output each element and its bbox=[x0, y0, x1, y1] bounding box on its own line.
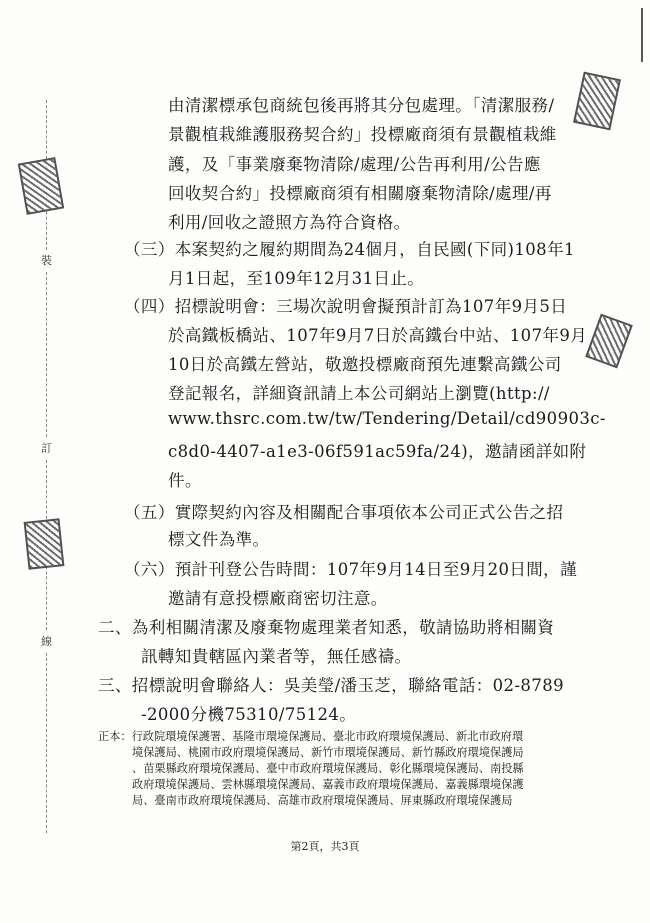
body-line: 景觀植栽維護服務契合約」投標廠商須有景觀植栽維 bbox=[168, 125, 557, 144]
cc-recipients-line: 政府環境保護局、雲林縣環境保護局、嘉義市政府環境保護局、嘉義縣環境保護 bbox=[132, 778, 524, 791]
body-line: 由清潔標承包商統包後再將其分包處理。「清潔服務/ bbox=[168, 96, 555, 115]
seal-stamp-left-upper bbox=[18, 157, 64, 215]
cc-recipients-line: 、苗栗縣政府環境保護局、臺中市政府環境保護局、彰化縣環境保護局、南投縣 bbox=[132, 762, 524, 775]
url-line: c8d0-4407-a1e3-06f591ac59fa/24)，邀請函詳如附 bbox=[168, 442, 587, 461]
binding-line-upper bbox=[46, 272, 47, 437]
cc-recipients-line: 正本：行政院環境保護署、基隆市環境保護局、臺北市政府環境保護局、新北市政府環 bbox=[98, 730, 524, 743]
page-number: 第2頁，共3頁 bbox=[290, 840, 360, 853]
body-line: 邀請有意投標廠商密切注意。 bbox=[168, 589, 388, 608]
body-line: -2000分機75310/75124。 bbox=[141, 705, 357, 724]
item-four-line: （四）招標說明會：三場次說明會擬預計訂為107年9月5日 bbox=[124, 297, 568, 316]
item-five-line: （五）實際契約內容及相關配合事項依本公司正式公告之招 bbox=[124, 503, 564, 522]
binding-line-bottom bbox=[46, 653, 47, 833]
scan-edge-mark bbox=[641, 8, 643, 62]
body-line: 10日於高鐵左營站，敬邀投標廠商預先連繫高鐵公司 bbox=[168, 355, 562, 374]
binding-mark-top: 裝 bbox=[41, 254, 52, 267]
item-three-line: （三）本案契約之履約期間為24個月，自民國(下同)108年1 bbox=[124, 240, 575, 259]
item-six-line: （六）預計刊登公告時間：107年9月14日至9月20日間，謹 bbox=[124, 560, 577, 579]
body-line: 利用/回收之證照方為符合資格。 bbox=[168, 213, 411, 232]
body-line: 登記報名，詳細資訊請上本公司網站上瀏覽(http:// bbox=[168, 384, 550, 403]
body-line: 護，及「事業廢棄物清除/處理/公告再利用/公告應 bbox=[168, 155, 541, 174]
body-line: 月1日起，至109年12月31日止。 bbox=[168, 269, 425, 288]
body-line: 件。 bbox=[168, 471, 202, 490]
body-line: 訊轉知貴轄區內業者等，無任感禱。 bbox=[141, 647, 412, 666]
body-line: 回收契合約」投標廠商須有相關廢棄物清除/處理/再 bbox=[168, 184, 552, 203]
cc-recipients-line: 境保護局、桃園市政府環境保護局、新竹市環境保護局、新竹縣政府環境保護局 bbox=[132, 746, 524, 759]
url-line: www.thsrc.com.tw/tw/Tendering/Detail/cd90903c- bbox=[168, 409, 606, 428]
seal-stamp-top-right bbox=[573, 72, 621, 131]
body-line: 於高鐵板橋站、107年9月7日於高鐵台中站、107年9月 bbox=[168, 326, 588, 345]
section-two-line: 二、為利相關清潔及廢棄物處理業者知悉，敬請協助將相關資 bbox=[98, 618, 555, 637]
binding-mark-middle: 訂 bbox=[41, 442, 52, 455]
binding-mark-bottom: 線 bbox=[41, 635, 52, 648]
section-three-line: 三、招標說明會聯絡人：吳美瑩/潘玉芝，聯絡電話：02-8789 bbox=[98, 676, 565, 695]
body-line: 標文件為準。 bbox=[168, 530, 270, 549]
seal-stamp-left-lower bbox=[24, 518, 65, 570]
cc-recipients-line: 局、臺南市政府環境保護局、高雄市政府環境保護局、屏東縣政府環境保護局 bbox=[132, 794, 513, 807]
seal-stamp-right-middle bbox=[585, 314, 633, 369]
